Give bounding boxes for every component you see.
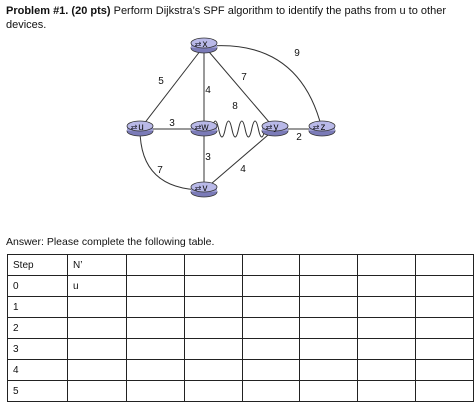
table-cell <box>300 381 358 402</box>
router-label-y: y <box>273 122 279 133</box>
table-cell <box>126 318 184 339</box>
header-cell: Step <box>8 255 68 276</box>
table-cell <box>242 339 300 360</box>
table-cell <box>184 381 242 402</box>
header-cell <box>416 255 474 276</box>
table-cell <box>416 297 474 318</box>
table-cell <box>416 360 474 381</box>
table-cell <box>68 297 127 318</box>
router-arrows-icon: ⇄ <box>265 123 273 132</box>
router-arrows-icon: ⇄ <box>194 184 202 193</box>
answer-prompt: Answer: Please complete the following table. <box>6 236 215 248</box>
table-header-row <box>8 255 474 276</box>
router-label-v: v <box>202 183 208 194</box>
table-cell <box>416 276 474 297</box>
problem-label: Problem #1. (20 pts) <box>6 5 111 17</box>
table-cell: 2 <box>8 318 68 339</box>
table-cell: 5 <box>8 381 68 402</box>
table-cell <box>126 360 184 381</box>
edge-weight-u-v: 7 <box>157 165 163 176</box>
edge-u-v <box>140 129 204 190</box>
edge-weight-w-y: 8 <box>232 101 238 112</box>
table-cell <box>358 360 416 381</box>
header-cell <box>242 255 300 276</box>
table-cell <box>184 276 242 297</box>
table-cell <box>126 381 184 402</box>
table-cell <box>358 339 416 360</box>
router-arrows-icon: ⇄ <box>194 123 202 132</box>
table-cell <box>416 339 474 360</box>
router-u <box>127 121 153 136</box>
edge-weight-u-w: 3 <box>169 118 175 129</box>
table-cell <box>68 318 127 339</box>
table-cell: u <box>68 276 127 297</box>
table-cell <box>242 381 300 402</box>
router-arrows-icon: ⇄ <box>312 123 320 132</box>
header-cell <box>300 255 358 276</box>
table-cell: 3 <box>8 339 68 360</box>
router-label-w: w <box>201 122 209 133</box>
table-cell <box>300 276 358 297</box>
edge-weight-u-x: 5 <box>158 76 164 87</box>
table-cell: 1 <box>8 297 68 318</box>
table-row <box>8 297 474 318</box>
table-cell: 0 <box>8 276 68 297</box>
edge-weight-y-z: 2 <box>296 132 302 143</box>
router-label-u: u <box>138 122 144 133</box>
table-cell <box>126 297 184 318</box>
dijkstra-table <box>7 254 474 402</box>
router-z <box>309 121 335 136</box>
problem-text: Perform Dijkstra’s SPF algorithm to identify the paths from u to other devices. <box>6 5 446 31</box>
table-cell <box>242 318 300 339</box>
table-cell <box>242 360 300 381</box>
table-cell <box>416 318 474 339</box>
table-cell <box>126 339 184 360</box>
table-cell <box>358 276 416 297</box>
table-cell <box>300 318 358 339</box>
table-cell <box>358 381 416 402</box>
router-arrows-icon: ⇄ <box>194 40 202 49</box>
table-cell <box>184 318 242 339</box>
router-arrows-icon: ⇄ <box>130 123 138 132</box>
table-cell <box>242 297 300 318</box>
table-cell <box>68 339 127 360</box>
router-x <box>191 38 217 53</box>
router-y <box>262 121 288 136</box>
table-cell <box>300 297 358 318</box>
edge-weight-x-w: 4 <box>205 85 211 96</box>
edge-x-y <box>204 46 275 129</box>
header-cell <box>358 255 416 276</box>
edge-w-y <box>212 121 265 137</box>
table-row <box>8 339 474 360</box>
table-cell <box>416 381 474 402</box>
table-cell <box>358 297 416 318</box>
table-row <box>8 360 474 381</box>
router-label-x: x <box>202 39 208 50</box>
edge-x-z <box>210 46 322 129</box>
table-cell <box>68 360 127 381</box>
edge-weight-w-v: 3 <box>205 152 211 163</box>
edge-u-x <box>140 46 204 129</box>
table-cell <box>126 276 184 297</box>
header-cell <box>184 255 242 276</box>
header-cell <box>126 255 184 276</box>
table-row <box>8 318 474 339</box>
edge-v-y <box>204 129 275 190</box>
header-cell: N’ <box>68 255 127 276</box>
table-cell: 4 <box>8 360 68 381</box>
table-row <box>8 381 474 402</box>
router-label-z: z <box>320 122 326 133</box>
edge-weight-v-y: 4 <box>240 164 246 175</box>
edge-weight-x-z: 9 <box>294 48 300 59</box>
table-cell <box>300 339 358 360</box>
router-v <box>191 182 217 197</box>
table-cell <box>242 276 300 297</box>
table-cell <box>358 318 416 339</box>
table-cell <box>300 360 358 381</box>
table-cell <box>184 297 242 318</box>
table-cell <box>68 381 127 402</box>
edge-weight-x-y: 7 <box>241 72 247 83</box>
table-row <box>8 276 474 297</box>
table-cell <box>184 339 242 360</box>
table-cell <box>184 360 242 381</box>
router-w <box>191 121 217 136</box>
